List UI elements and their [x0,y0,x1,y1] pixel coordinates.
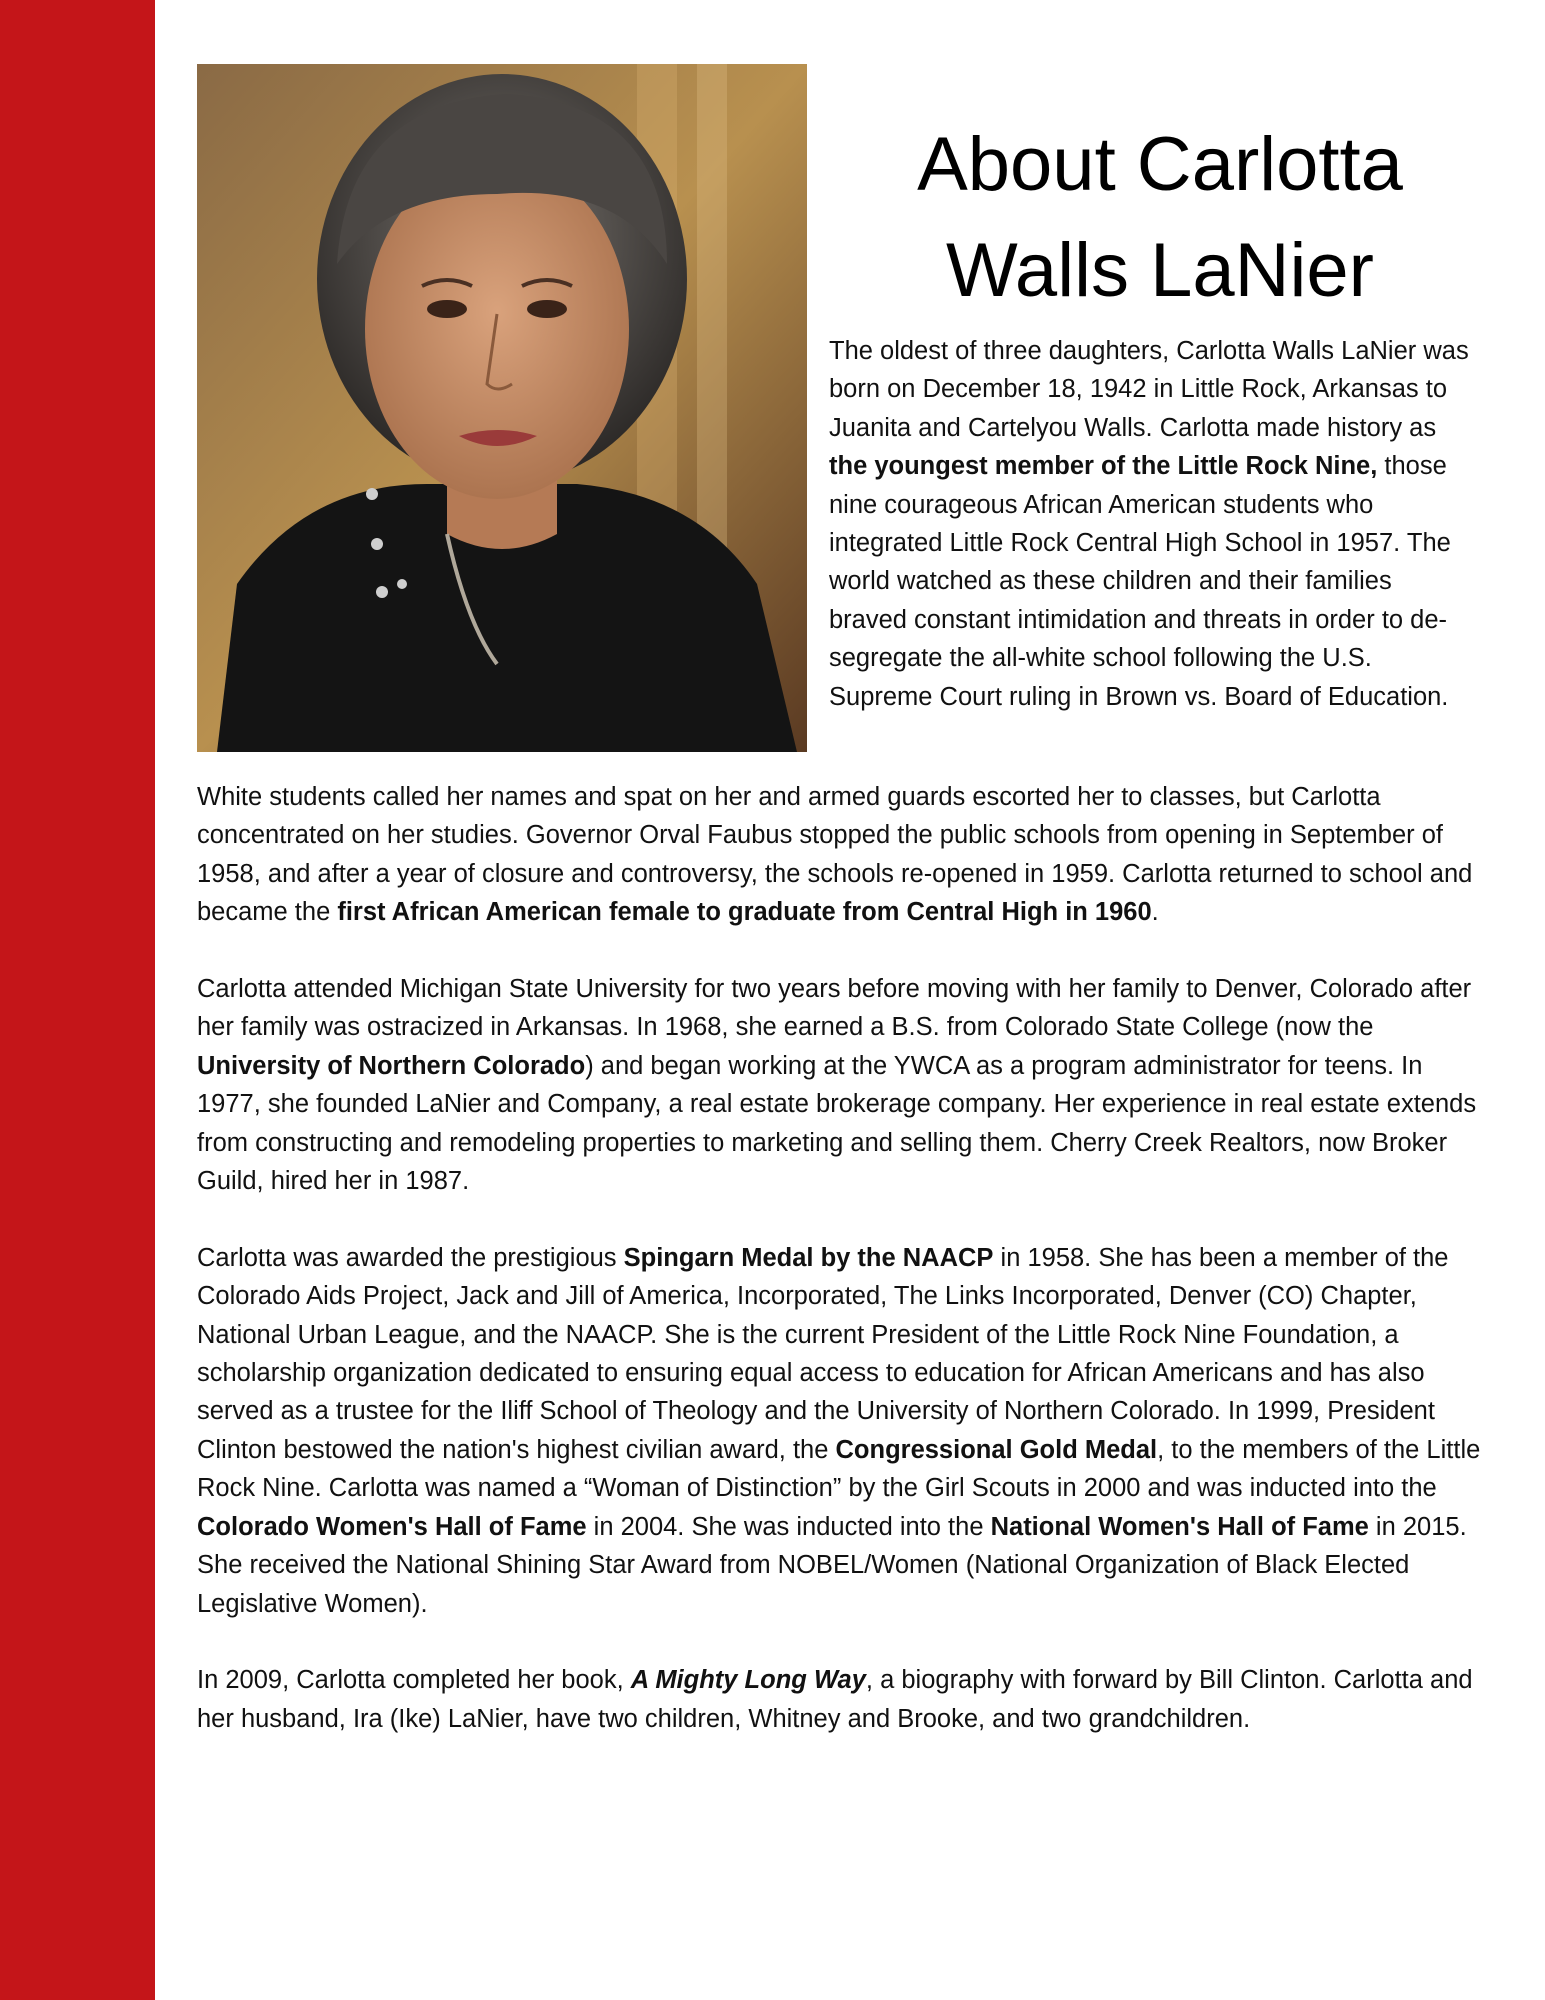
portrait-photo [197,64,807,752]
page-title: About Carlotta Walls LaNier [917,122,1403,313]
p3-text-3: , to the members of the Little Rock Nine. Carlotta was named a “Woman of Distinction” by the Girl Scouts in 2000 and was inducted into the [197,1435,1481,1503]
intro-bold-1: the youngest member of the Little Rock Nine, [829,452,1378,481]
p4-text-2: , a biography with forward by Bill Clinton. Carlotta and her husband, Ira (Ike) LaNier, have two children, Whitney and Brooke, and two grandchildren. [197,1666,1473,1733]
p3-text-4: in 2004. She was inducted into the [586,1512,991,1541]
p2-text-2: ) and began working at the YWCA as a program administrator for teens. In 1977, she founded LaNier and Company, a real estate brokerage company. Her experience in real estate extends from constructing and remodeling properties to marketing and selling them. Cherry Creek Realtors, now Broker Guild, hired her in 1987. [197,1051,1477,1196]
body-text [197,778,1487,1777]
p3-bold-4: National Women's Hall of Fame [990,1512,1369,1541]
p2-bold-1: University of Northern Colorado [197,1051,586,1080]
p4-text-1: In 2009, Carlotta completed her book, [197,1666,631,1695]
intro-paragraph [829,332,1469,716]
paragraph-1 [197,778,1487,932]
p3-text-2: in 1958. She has been a member of the Colorado Aids Project, Jack and Jill of America, Incorporated, The Links Incorporated, Denver (CO) Chapter, National Urban League, and the NAACP. She is the current President of the Little Rock Nine Foundation, a scholarship organization dedicated to ensuring equal access to education for African Americans and has also served as a trustee for the Iliff School of Theology and the University of Northern Colorado. In 1999, President Clinton bestowed the nation's highest civilian award, the [197,1243,1449,1464]
intro-text-2: those nine courageous African American students who integrated Little Rock Central High School in 1957. The world watched as these children and their families braved constant intimidation and threats in order to de-segregate the all-white school following the U.S. Supreme Court ruling in Brown vs. Board of Education. [829,452,1451,711]
p1-text-1: White students called her names and spat on her and armed guards escorted her to classes, but Carlotta concentrated on her studies. Governor Orval Faubus stopped the public schools from opening in September of 1958, and after a year of closure and controversy, the schools re-opened in 1959. Carlotta returned to school and became the [197,783,1473,927]
p2-text-1: Carlotta attended Michigan State University for two years before moving with her family to Denver, Colorado after her family was ostracized in Arkansas. In 1968, she earned a B.S. from Colorado State College (now the [197,975,1472,1042]
paragraph-4 [197,1661,1487,1738]
p3-bold-3: Colorado Women's Hall of Fame [197,1512,587,1541]
p3-text-1: Carlotta was awarded the prestigious [197,1243,624,1272]
paragraph-3 [197,1239,1487,1623]
p3-bold-1: Spingarn Medal by the NAACP [623,1243,994,1272]
p1-text-2: . [1151,898,1159,927]
p3-bold-2: Congressional Gold Medal [835,1435,1158,1464]
p1-bold-1: first African American female to graduate from Central High in 1960 [337,898,1152,927]
paragraph-2 [197,970,1487,1200]
p3-text-5: in 2015. She received the National Shining Star Award from NOBEL/Women (National Organization of Black Elected Legislative Women). [197,1512,1467,1618]
intro-text-1: The oldest of three daughters, Carlotta Walls LaNier was born on December 18, 1942 in Little Rock, Arkansas to Juanita and Cartelyou Walls. Carlotta made history as [829,337,1469,442]
red-sidebar-bar [0,0,155,2000]
book-title: A Mighty Long Way [630,1666,866,1695]
